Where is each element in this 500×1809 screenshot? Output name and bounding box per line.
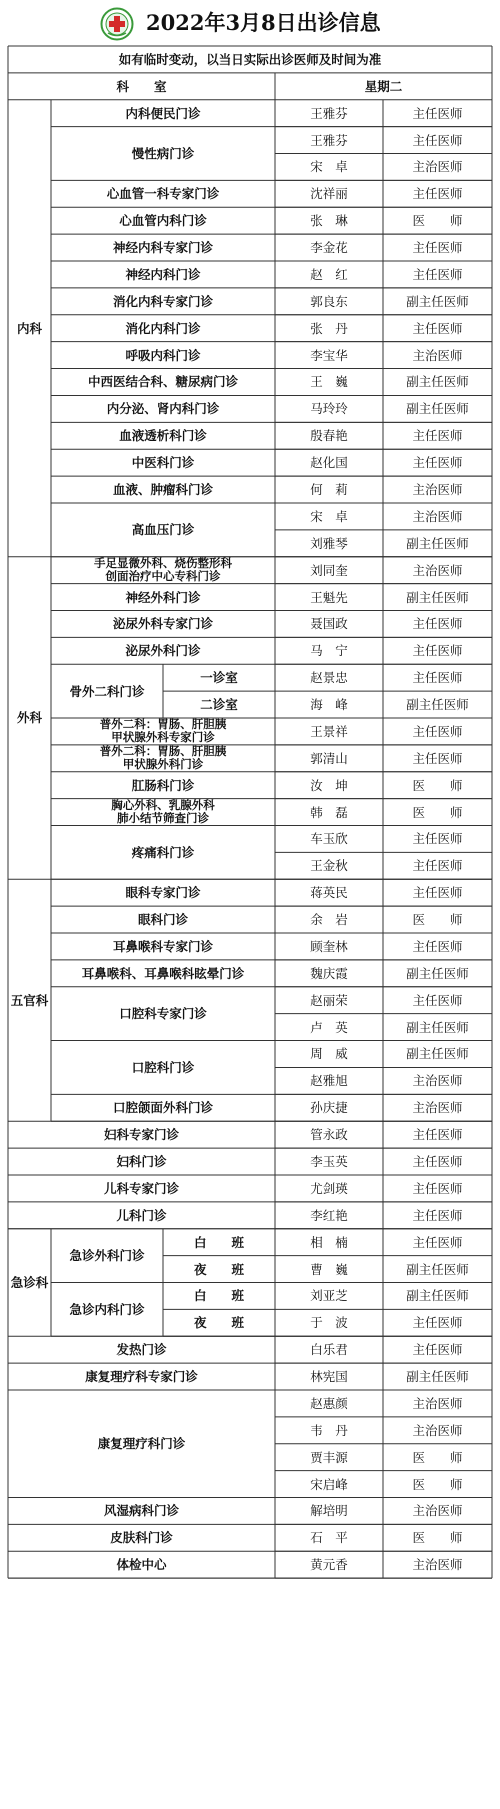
group-name: 外科 — [16, 710, 42, 726]
doctor-name: 林宪国 — [310, 1369, 348, 1385]
doctor-name: 张 丹 — [310, 320, 348, 336]
doctor-title: 医 师 — [412, 1476, 463, 1492]
doctor-title: 主任医师 — [412, 105, 463, 121]
clinic-name: 呼吸内科门诊 — [125, 347, 201, 363]
doctor-title: 主任医师 — [412, 831, 463, 847]
clinic-name: 高血压门诊 — [131, 522, 195, 538]
clinic-name: 手足显微外科、烧伤整形科 创面治疗中心专科门诊 — [94, 556, 232, 584]
group-name: 五官科 — [10, 992, 49, 1008]
doctor-title: 副主任医师 — [406, 1046, 469, 1062]
clinic-name: 肛肠科门诊 — [131, 777, 195, 793]
clinic-name: 口腔科门诊 — [131, 1059, 195, 1075]
sub-clinic-name: 夜 班 — [193, 1315, 244, 1331]
doctor-title: 主任医师 — [412, 455, 463, 471]
doctor-name: 黄元香 — [310, 1557, 348, 1573]
clinic-name: 普外二科：胃肠、肝胆胰 甲状腺外科门诊 — [99, 744, 227, 772]
clinic-name: 儿科门诊 — [116, 1207, 167, 1223]
sub-clinic-name: 白 班 — [193, 1288, 244, 1304]
clinic-name: 胸心外科、乳腺外科 肺小结节筛查门诊 — [111, 798, 215, 826]
doctor-title: 主治医师 — [412, 482, 463, 498]
sub-clinic-name: 一诊室 — [200, 670, 238, 686]
doctor-name: 赵雅旭 — [310, 1073, 348, 1089]
doctor-name: 郭清山 — [310, 750, 348, 766]
doctor-title: 医 师 — [412, 1449, 463, 1465]
doctor-title: 主治医师 — [412, 1395, 463, 1411]
doctor-title: 副主任医师 — [406, 1261, 469, 1277]
clinic-name: 神经内科门诊 — [125, 266, 201, 282]
clinic-name: 急诊内科门诊 — [69, 1301, 145, 1317]
sub-clinic-name: 白 班 — [193, 1234, 244, 1250]
clinic-name: 康复理疗科专家门诊 — [85, 1369, 198, 1385]
doctor-name: 于 波 — [310, 1315, 348, 1331]
page-title: 2022年3月8日出诊信息 — [146, 10, 381, 35]
doctor-title: 主治医师 — [412, 508, 463, 524]
clinic-name: 内科便民门诊 — [125, 105, 201, 121]
doctor-title: 医 师 — [412, 1530, 463, 1546]
clinic-name: 发热门诊 — [116, 1342, 167, 1358]
doctor-name: 宋启峰 — [310, 1476, 348, 1492]
doctor-name: 汝 坤 — [310, 777, 348, 793]
clinic-name: 体检中心 — [116, 1557, 167, 1573]
doctor-title: 副主任医师 — [406, 401, 469, 417]
clinic-name: 心血管一科专家门诊 — [106, 186, 220, 202]
doctor-title: 主任医师 — [412, 1315, 463, 1331]
doctor-title: 主任医师 — [412, 1127, 463, 1143]
clinic-name: 眼科专家门诊 — [125, 885, 201, 901]
doctor-title: 副主任医师 — [406, 589, 469, 605]
notice-text: 如有临时变动，以当日实际出诊医师及时间为准 — [118, 51, 382, 67]
department-header: 科 室 — [116, 78, 167, 94]
doctor-name: 韦 丹 — [310, 1422, 348, 1438]
doctor-title: 主治医师 — [412, 562, 463, 578]
doctor-title: 主治医师 — [412, 1100, 463, 1116]
doctor-title: 主任医师 — [412, 1154, 463, 1170]
clinic-name: 妇科门诊 — [116, 1154, 167, 1170]
doctor-title: 主任医师 — [412, 750, 463, 766]
doctor-title: 主任医师 — [412, 186, 463, 202]
doctor-title: 主任医师 — [412, 670, 463, 686]
clinic-name: 中西医结合科、糖尿病门诊 — [87, 374, 238, 390]
group-name: 内科 — [16, 320, 42, 336]
doctor-name: 贾丰源 — [310, 1449, 348, 1465]
doctor-name: 管永政 — [310, 1127, 348, 1143]
doctor-title: 主任医师 — [412, 320, 463, 336]
doctor-name: 王景祥 — [310, 723, 348, 739]
doctor-name: 沈祥丽 — [310, 186, 348, 202]
doctor-title: 医 师 — [412, 804, 463, 820]
clinic-name: 心血管内科门诊 — [119, 213, 207, 229]
doctor-name: 赵景忠 — [310, 670, 348, 686]
doctor-title: 主治医师 — [412, 1073, 463, 1089]
doctor-name: 韩 磊 — [310, 804, 348, 820]
clinic-name: 骨外二科门诊 — [69, 683, 145, 699]
doctor-title: 主任医师 — [412, 992, 463, 1008]
doctor-name: 周 威 — [310, 1046, 348, 1062]
doctor-name: 余 岩 — [310, 912, 348, 928]
doctor-name: 马玲玲 — [310, 401, 348, 417]
doctor-title: 主任医师 — [412, 858, 463, 874]
clinic-name: 妇科专家门诊 — [103, 1127, 179, 1143]
doctor-title: 医 师 — [412, 213, 463, 229]
clinic-name: 康复理疗科门诊 — [97, 1436, 186, 1452]
clinic-name: 神经内科专家门诊 — [112, 240, 213, 256]
doctor-title: 主任医师 — [412, 240, 463, 256]
doctor-name: 刘亚芝 — [310, 1288, 348, 1304]
doctor-name: 曹 巍 — [310, 1261, 348, 1277]
doctor-name: 石 平 — [310, 1530, 348, 1546]
doctor-name: 解培明 — [310, 1503, 348, 1519]
doctor-name: 马 宁 — [310, 643, 348, 659]
doctor-name: 李玉英 — [310, 1154, 348, 1170]
doctor-name: 蒋英民 — [310, 885, 348, 901]
doctor-title: 主任医师 — [412, 643, 463, 659]
doctor-title: 主治医师 — [412, 159, 463, 175]
doctor-name: 相 楠 — [310, 1234, 348, 1250]
doctor-name: 王雅芬 — [310, 105, 348, 121]
group-name: 急诊科 — [10, 1274, 49, 1290]
clinic-name: 中医科门诊 — [131, 455, 195, 471]
doctor-name: 何 莉 — [310, 482, 348, 498]
doctor-title: 主任医师 — [412, 266, 463, 282]
clinic-name: 耳鼻喉科专家门诊 — [112, 938, 213, 954]
doctor-title: 副主任医师 — [406, 965, 469, 981]
clinic-name: 内分泌、肾内科门诊 — [106, 401, 220, 417]
doctor-name: 车玉欣 — [310, 831, 348, 847]
clinic-name: 消化内科专家门诊 — [112, 293, 213, 309]
doctor-name: 尤剑瑛 — [310, 1180, 348, 1196]
doctor-title: 医 师 — [412, 912, 463, 928]
doctor-name: 宋 卓 — [310, 508, 348, 524]
doctor-name: 王魁先 — [310, 589, 348, 605]
doctor-name: 赵化国 — [310, 455, 348, 471]
clinic-name: 血液、肿瘤科门诊 — [112, 482, 213, 498]
doctor-name: 李红艳 — [310, 1207, 348, 1223]
doctor-title: 主治医师 — [412, 1503, 463, 1519]
doctor-name: 白乐君 — [310, 1342, 348, 1358]
doctor-name: 孙庆捷 — [310, 1100, 348, 1116]
day-header: 星期二 — [364, 78, 403, 94]
clinic-name: 急诊外科门诊 — [69, 1248, 145, 1264]
doctor-name: 张 琳 — [310, 213, 348, 229]
doctor-name: 李金花 — [310, 240, 348, 256]
doctor-name: 王 巍 — [310, 374, 348, 390]
doctor-name: 李宝华 — [310, 347, 348, 363]
doctor-title: 副主任医师 — [406, 1019, 469, 1035]
doctor-name: 卢 英 — [310, 1019, 348, 1035]
clinic-name: 泌尿外科门诊 — [125, 643, 201, 659]
doctor-title: 副主任医师 — [406, 293, 469, 309]
doctor-title: 主任医师 — [412, 428, 463, 444]
clinic-name: 普外二科：胃肠、肝胆胰 甲状腺外科专家门诊 — [99, 718, 227, 745]
clinic-name: 口腔颌面外科门诊 — [112, 1100, 213, 1116]
doctor-title: 副主任医师 — [406, 535, 469, 551]
doctor-name: 聂国政 — [310, 616, 348, 632]
doctor-name: 刘雅琴 — [310, 535, 348, 551]
clinic-name: 疼痛科门诊 — [131, 844, 195, 860]
sub-clinic-name: 二诊室 — [200, 697, 238, 713]
clinic-name: 眼科门诊 — [137, 912, 188, 928]
doctor-name: 赵惠颜 — [310, 1395, 348, 1411]
doctor-name: 郭良东 — [310, 293, 348, 309]
clinic-name: 儿科专家门诊 — [103, 1180, 179, 1196]
clinic-name: 风湿病科门诊 — [103, 1503, 179, 1519]
doctor-title: 主任医师 — [412, 1234, 463, 1250]
doctor-title: 主任医师 — [412, 1207, 463, 1223]
doctor-name: 王雅芬 — [310, 132, 348, 148]
doctor-title: 主任医师 — [412, 723, 463, 739]
doctor-name: 殷春艳 — [310, 428, 348, 444]
doctor-title: 主任医师 — [412, 1180, 463, 1196]
sub-clinic-name: 夜 班 — [193, 1261, 244, 1277]
doctor-title: 主任医师 — [412, 132, 463, 148]
doctor-name: 赵 红 — [310, 266, 348, 282]
doctor-title: 主任医师 — [412, 885, 463, 901]
doctor-title: 医 师 — [412, 777, 463, 793]
clinic-name: 消化内科门诊 — [125, 320, 201, 336]
doctor-title: 副主任医师 — [406, 1288, 469, 1304]
clinic-name: 神经外科门诊 — [125, 589, 201, 605]
doctor-name: 刘同奎 — [310, 562, 348, 578]
clinic-name: 皮肤科门诊 — [110, 1530, 173, 1546]
doctor-title: 主任医师 — [412, 616, 463, 632]
doctor-name: 赵丽荣 — [310, 992, 348, 1008]
clinic-name: 口腔科专家门诊 — [119, 1006, 207, 1022]
doctor-name: 魏庆霞 — [310, 965, 348, 981]
clinic-name: 慢性病门诊 — [131, 146, 195, 161]
doctor-title: 主任医师 — [412, 938, 463, 954]
doctor-title: 主治医师 — [412, 1422, 463, 1438]
clinic-name: 耳鼻喉科、耳鼻喉科眩晕门诊 — [81, 965, 245, 981]
doctor-title: 主治医师 — [412, 1557, 463, 1573]
doctor-title: 副主任医师 — [406, 697, 469, 713]
doctor-title: 副主任医师 — [406, 1369, 469, 1385]
doctor-name: 顾奎林 — [310, 938, 348, 954]
doctor-title: 主任医师 — [412, 1342, 463, 1358]
doctor-name: 王金秋 — [310, 858, 348, 874]
doctor-name: 宋 卓 — [310, 159, 348, 175]
doctor-title: 副主任医师 — [406, 374, 469, 390]
clinic-name: 血液透析科门诊 — [119, 428, 207, 444]
doctor-title: 主治医师 — [412, 347, 463, 363]
clinic-name: 泌尿外科专家门诊 — [112, 616, 213, 632]
doctor-name: 海 峰 — [310, 697, 348, 713]
